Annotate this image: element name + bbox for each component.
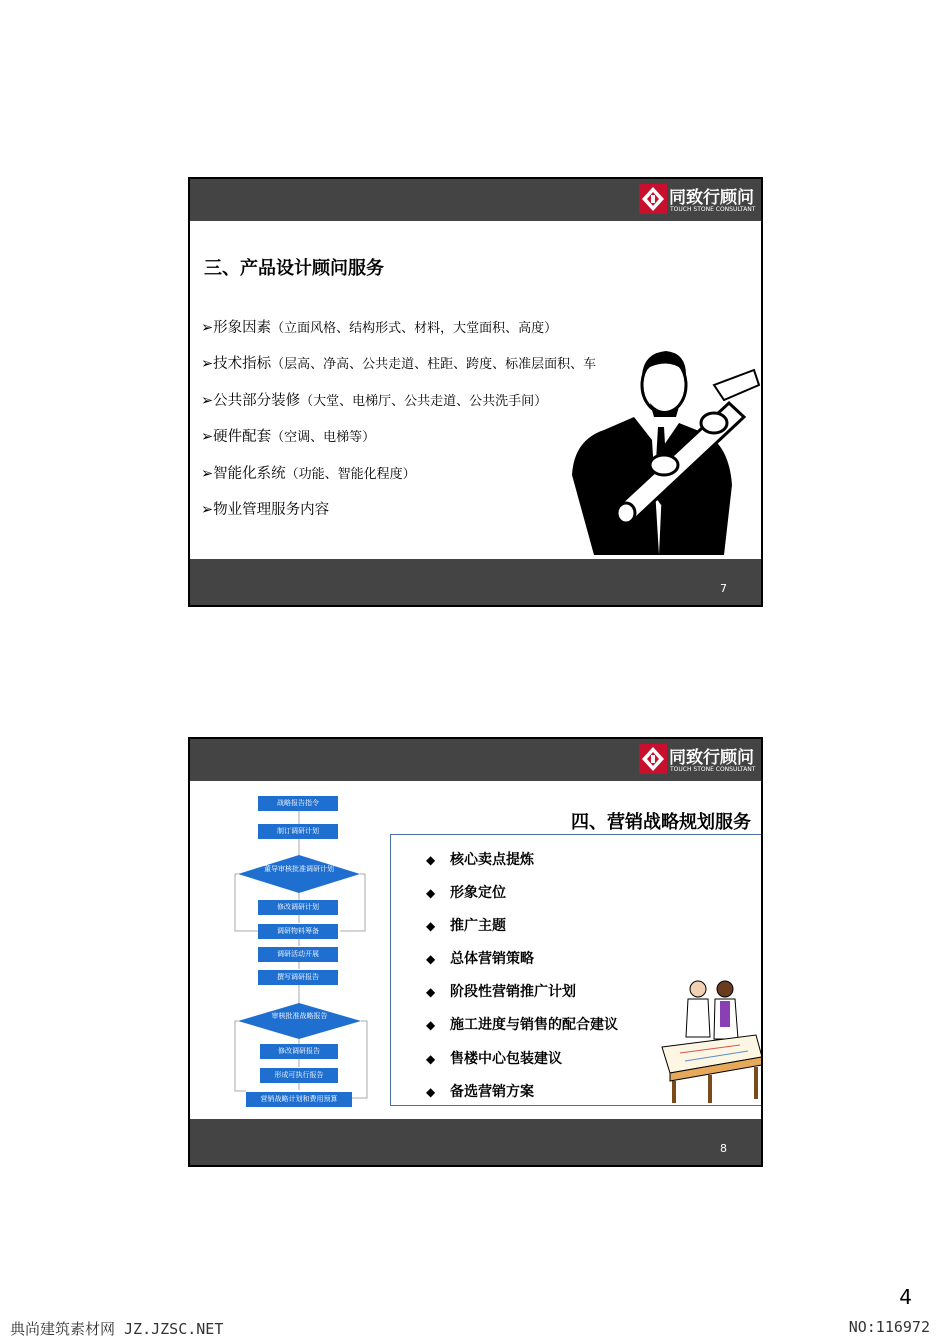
list-item: ➢形象因素（立面风格、结构形式、材料，大堂面积、高度） xyxy=(201,320,558,336)
watermark-site-text: 典尚建筑素材网 JZ.JZSC.NET xyxy=(10,1320,224,1338)
slide-page-number: 7 xyxy=(720,582,727,595)
flow-decision xyxy=(238,855,360,893)
list-item xyxy=(426,1014,618,1047)
bullet-detail: （大堂、电梯厅、公共走道、公共洗手间） xyxy=(300,393,548,409)
list-item: ➢硬件配套（空调、电梯等） xyxy=(201,429,376,446)
slide-7 xyxy=(188,177,763,607)
diamond-bullet-icon: ◆ xyxy=(426,853,436,867)
logo-text-en: TOUCH STONE CONSULTANT xyxy=(670,206,756,213)
list-item-label: 售楼中心包装建议 xyxy=(450,1050,562,1067)
diamond-bullet-icon: ◆ xyxy=(426,985,436,1000)
watermark-id-text: NO:116972 xyxy=(848,1318,930,1336)
company-logo xyxy=(639,743,759,777)
diamond-bullet-icon: ◆ xyxy=(426,919,436,934)
diamond-bullet-icon: ◆ xyxy=(426,886,436,901)
flow-step: 营销战略计划和费用预算 xyxy=(246,1092,352,1107)
flow-decision-label: 审核批准战略报告 xyxy=(271,1012,328,1020)
list-item xyxy=(426,1048,618,1081)
flow-step: 修改调研报告 xyxy=(260,1044,338,1059)
bullet-detail: （立面风格、结构形式、材料，大堂面积、高度） xyxy=(271,321,558,336)
flow-step: 修改调研计划 xyxy=(258,900,338,915)
logo-text-cn: 同致行顾问 xyxy=(669,188,754,208)
list-item xyxy=(426,915,618,948)
logo-mark-icon xyxy=(639,184,667,214)
bullet-detail: （空调、电梯等） xyxy=(271,430,376,446)
slide-title: 三、产品设计顾问服务 xyxy=(204,258,384,279)
slide-header-bar xyxy=(190,179,761,221)
slide-footer-bar xyxy=(190,559,761,605)
list-item: ➢物业管理服务内容 xyxy=(201,501,330,518)
list-item xyxy=(426,1081,618,1114)
list-item: ➢技术指标（层高、净高、公共走道、柱距、跨度、标准层面积、车 xyxy=(201,356,597,373)
list-item: ➢公共部分装修（大堂、电梯厅、公共走道、公共洗手间） xyxy=(201,392,548,409)
slide-header-bar xyxy=(190,739,761,781)
bullet-list xyxy=(426,849,618,1114)
diamond-bullet-icon: ◆ xyxy=(426,1051,436,1066)
bullet-head: 物业管理服务内容 xyxy=(213,501,330,518)
man-with-blueprint-illustration xyxy=(564,345,763,555)
list-item-label: 形象定位 xyxy=(450,885,506,902)
slide-8 xyxy=(188,737,763,1167)
bullet-detail: （层高、净高、公共走道、柱距、跨度、标准层面积、车 xyxy=(271,357,597,373)
list-item: ➢智能化系统（功能、智能化程度） xyxy=(201,465,416,482)
bullet-head: 硬件配套 xyxy=(213,429,272,446)
flow-step: 战略报告指令 xyxy=(258,796,338,811)
bullet-head: 形象因素 xyxy=(213,320,272,336)
logo-mark-icon xyxy=(639,744,667,774)
slide-page-number: 8 xyxy=(720,1142,727,1155)
flow-decision xyxy=(238,1003,361,1039)
bullet-head: 智能化系统 xyxy=(213,465,286,482)
flow-step: 撰写调研报告 xyxy=(258,970,338,985)
diamond-bullet-icon: ◆ xyxy=(426,1084,436,1099)
architects-at-drafting-table-illustration xyxy=(660,977,763,1105)
flow-step: 形成可执行报告 xyxy=(260,1068,338,1083)
list-item-label: 施工进度与销售的配合建议 xyxy=(450,1017,618,1034)
flow-step: 调研活动开展 xyxy=(258,947,338,962)
list-item xyxy=(426,981,618,1014)
flow-decision-label: 董导审核批准调研计划 xyxy=(264,865,334,873)
list-item xyxy=(426,948,618,981)
list-item-label: 推广主题 xyxy=(450,918,506,935)
list-item-label: 核心卖点提炼 xyxy=(450,852,534,868)
list-item xyxy=(426,882,618,915)
diamond-bullet-icon: ◆ xyxy=(426,952,436,967)
list-item-label: 备选营销方案 xyxy=(450,1083,534,1100)
flow-step: 调研物料筹备 xyxy=(258,924,338,939)
slide-footer-bar xyxy=(190,1119,761,1165)
company-logo xyxy=(639,183,759,217)
bullet-list xyxy=(201,316,596,534)
flowchart xyxy=(230,791,380,1111)
diamond-bullet-icon: ◆ xyxy=(426,1018,436,1033)
list-item-label: 总体营销策略 xyxy=(450,951,534,968)
list-item xyxy=(426,849,618,882)
bullet-head: 技术指标 xyxy=(213,356,272,373)
list-item-label: 阶段性营销推广计划 xyxy=(450,984,576,1001)
logo-text-en: TOUCH STONE CONSULTANT xyxy=(670,766,756,773)
slide-title: 四、营销战略规划服务 xyxy=(571,812,751,833)
bullet-detail: （功能、智能化程度） xyxy=(285,466,416,482)
flow-step: 制订调研计划 xyxy=(258,824,338,839)
logo-text-cn: 同致行顾问 xyxy=(669,748,754,768)
page-number: 4 xyxy=(899,1285,912,1309)
bullet-head: 公共部分装修 xyxy=(213,392,301,409)
